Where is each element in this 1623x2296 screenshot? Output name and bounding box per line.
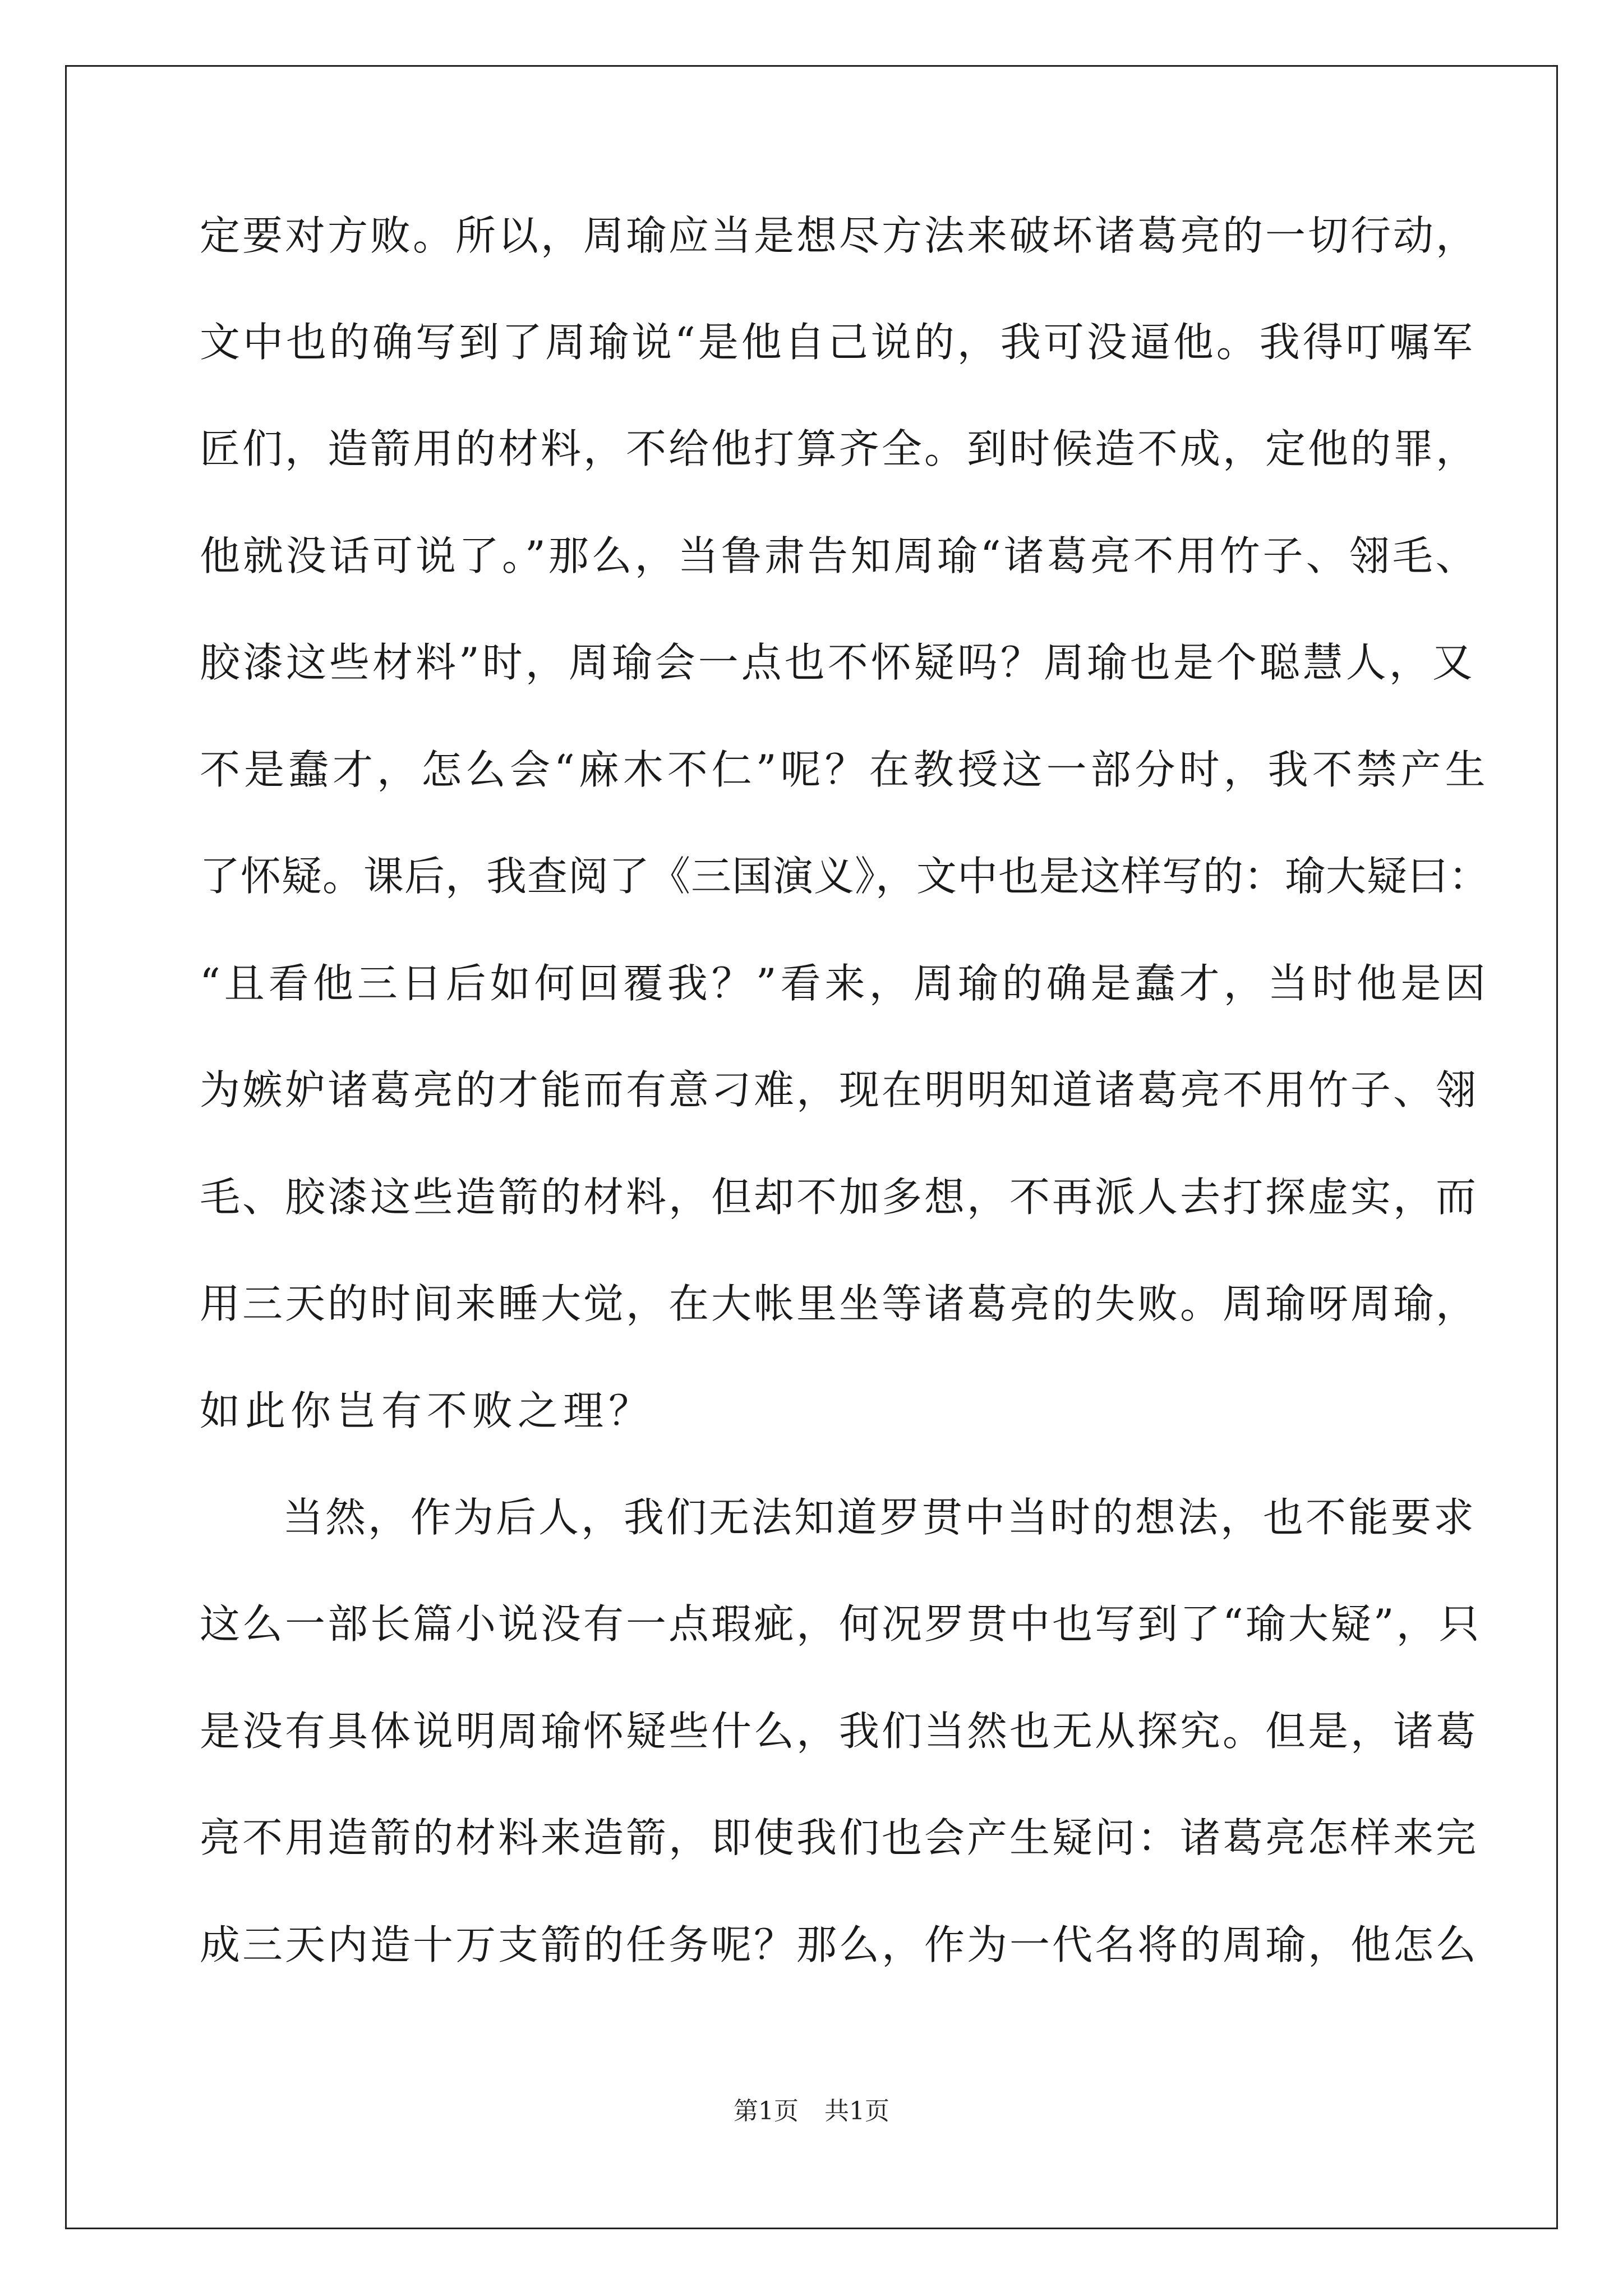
- text-line: 定要对方败。所以，周瑜应当是想尽方法来破坏诸葛亮的一切行动，: [200, 212, 1479, 259]
- text-line: 如此你岂有不败之理？: [200, 1387, 654, 1434]
- page-border: [65, 65, 1558, 2229]
- page-number: 第1页: [734, 2097, 799, 2125]
- text-line: 文中也的确写到了周瑜说“是他自己说的，我可没逼他。我得叮嘱军: [200, 319, 1476, 366]
- text-line: 成三天内造十万支箭的任务呢？那么，作为一代名将的周瑜，他怎么: [200, 1921, 1479, 1968]
- text-line: 毛、胶漆这些造箭的材料，但却不加多想，不再派人去打探虚实，而: [200, 1174, 1479, 1221]
- paragraph-first-line: 当然，作为后人，我们无法知道罗贯中当时的想法，也不能要求: [283, 1494, 1477, 1541]
- text-line: 用三天的时间来睡大觉，在大帐里坐等诸葛亮的失败。周瑜呀周瑜，: [200, 1280, 1479, 1327]
- text-line: 不是蠢才，怎么会“麻木不仁”呢？在教授这一部分时，我不禁产生: [200, 746, 1490, 793]
- text-line: 他就没话可说了。”那么，当鲁肃告知周瑜“诸葛亮不用竹子、翎毛、: [200, 532, 1479, 579]
- text-line: 匠们，造箭用的材料，不给他打算齐全。到时候造不成，定他的罪，: [200, 425, 1479, 472]
- text-line: 这么一部长篇小说没有一点瑕疵，何况罗贯中也写到了“瑜大疑”，只: [200, 1600, 1482, 1648]
- text-line: 是没有具体说明周瑜怀疑些什么，我们当然也无从探究。但是，诸葛: [200, 1708, 1479, 1755]
- text-line: 了怀疑。课后，我查阅了《三国演义》，文中也是这样写的：瑜大疑曰：: [200, 853, 1490, 900]
- text-line: 为嫉妒诸葛亮的才能而有意刁难，现在明明知道诸葛亮不用竹子、翎: [200, 1066, 1479, 1114]
- page-total: 共1页: [824, 2097, 889, 2125]
- text-line: 胶漆这些材料”时，周瑜会一点也不怀疑吗？周瑜也是个聪慧人，又: [200, 639, 1476, 686]
- text-line: 亮不用造箭的材料来造箭，即使我们也会产生疑问：诸葛亮怎样来完: [200, 1814, 1479, 1861]
- text-line: “且看他三日后如何回覆我？”看来，周瑜的确是蠢才，当时他是因: [200, 960, 1490, 1007]
- page-footer: [0, 2095, 1623, 2128]
